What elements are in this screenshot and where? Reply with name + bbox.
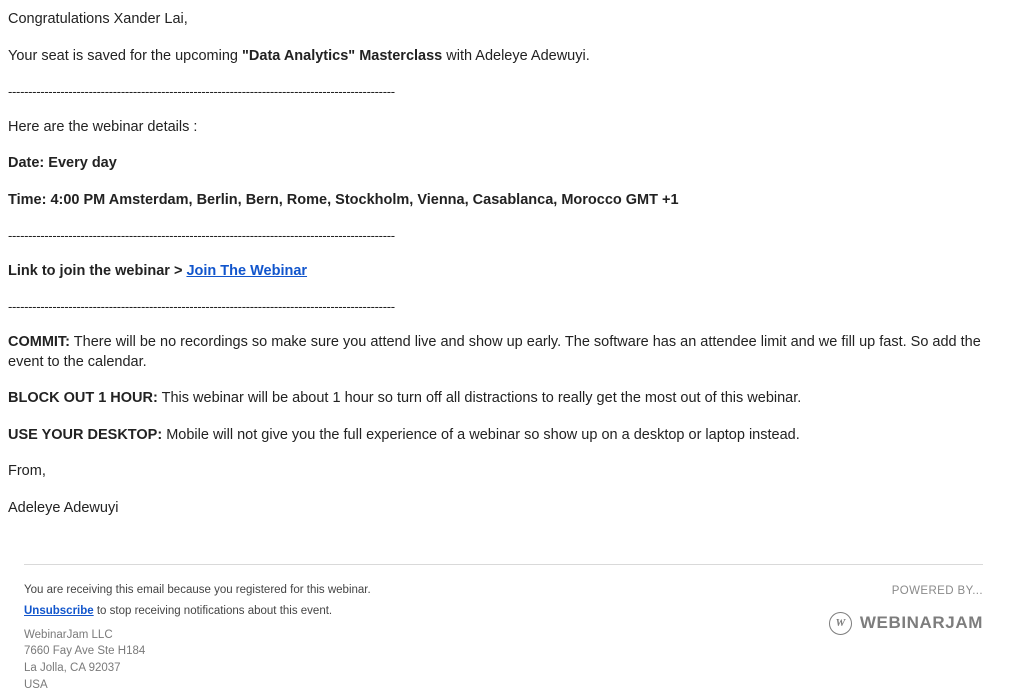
use-desktop-label: USE YOUR DESKTOP: bbox=[8, 426, 163, 443]
join-the-webinar-link[interactable]: Join The Webinar bbox=[186, 262, 308, 279]
intro-line bbox=[8, 47, 983, 67]
footer-right-column bbox=[829, 582, 983, 635]
join-webinar-line bbox=[8, 262, 983, 282]
company-address bbox=[24, 627, 371, 694]
join-webinar-label: Link to join the webinar > bbox=[8, 262, 187, 279]
intro-prefix: Your seat is saved for the upcoming bbox=[8, 47, 243, 64]
details-heading: Here are the webinar details : bbox=[8, 118, 198, 135]
footer-left-column bbox=[24, 582, 371, 693]
divider-top: ------------------------------------------------------------------------------------------------ bbox=[8, 84, 395, 100]
block-hour-label: BLOCK OUT 1 HOUR: bbox=[8, 390, 158, 407]
commit-label: COMMIT: bbox=[8, 334, 71, 351]
date-line: Date: Every day bbox=[8, 155, 117, 172]
unsubscribe-link[interactable]: Unsubscribe bbox=[24, 605, 94, 618]
use-desktop-paragraph bbox=[8, 426, 983, 446]
divider-middle: ------------------------------------------------------------------------------------------------ bbox=[8, 228, 395, 244]
powered-by-label: POWERED BY... bbox=[891, 585, 983, 598]
address-line-1: WebinarJam LLC bbox=[24, 628, 113, 641]
block-hour-text: This webinar will be about 1 hour so turn off all distractions to really get the most out of this webinar. bbox=[157, 390, 802, 407]
address-line-4: USA bbox=[24, 678, 48, 691]
commit-text: There will be no recordings so make sure you attend live and show up early. The software has an attendee limit and we fill up fast. So add the event to the calendar. bbox=[8, 334, 981, 370]
webinarjam-mark-icon: W bbox=[829, 612, 852, 635]
masterclass-title: "Data Analytics" Masterclass bbox=[242, 47, 443, 64]
commit-paragraph bbox=[8, 333, 983, 372]
footer-reason: You are receiving this email because you registered for this webinar. bbox=[24, 584, 371, 597]
email-footer bbox=[0, 565, 1015, 693]
webinarjam-logo bbox=[829, 612, 983, 635]
address-line-3: La Jolla, CA 92037 bbox=[24, 662, 121, 675]
use-desktop-text: Mobile will not give you the full experience of a webinar so show up on a desktop or laptop instead. bbox=[162, 426, 800, 443]
footer-unsubscribe-line bbox=[24, 603, 371, 620]
address-line-2: 7660 Fay Ave Ste H184 bbox=[24, 645, 146, 658]
time-line: Time: 4:00 PM Amsterdam, Berlin, Bern, Rome, Stockholm, Vienna, Casablanca, Morocco GMT +1 bbox=[8, 191, 679, 208]
divider-bottom: ------------------------------------------------------------------------------------------------ bbox=[8, 299, 395, 315]
block-hour-paragraph bbox=[8, 389, 983, 409]
webinarjam-brand-name: WEBINARJAM bbox=[859, 612, 983, 632]
greeting-line: Congratulations Xander Lai, bbox=[8, 11, 188, 27]
intro-suffix: with Adeleye Adewuyi. bbox=[442, 47, 590, 64]
unsubscribe-suffix: to stop receiving notifications about this event. bbox=[93, 605, 333, 618]
sign-off: From, bbox=[8, 463, 46, 480]
sender-name: Adeleye Adewuyi bbox=[8, 499, 119, 516]
